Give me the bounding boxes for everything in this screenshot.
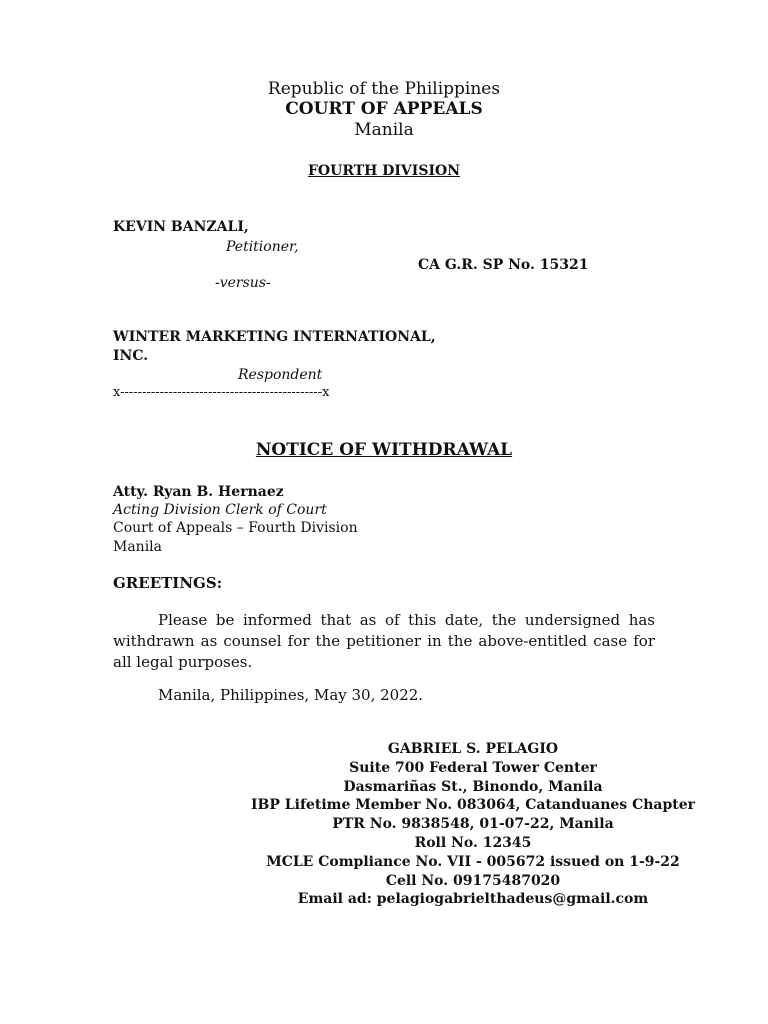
signatory-ptr: PTR No. 9838548, 01-07-22, Manila bbox=[332, 816, 614, 833]
header-city: Manila bbox=[354, 120, 414, 140]
signatory-roll: Roll No. 12345 bbox=[414, 834, 532, 851]
signatory-ibp: IBP Lifetime Member No. 083064, Catanduanes Chapter bbox=[251, 797, 695, 814]
header-court: COURT OF APPEALS bbox=[285, 99, 483, 119]
addressee-name: Atty. Ryan B. Hernaez bbox=[113, 484, 284, 500]
addressee-city: Manila bbox=[113, 539, 162, 555]
signatory-email: Email ad: pelagiogabrielthadeus@gmail.com bbox=[297, 891, 649, 908]
versus-label: -versus- bbox=[215, 275, 271, 291]
respondent-role: Respondent bbox=[238, 367, 323, 383]
signatory-name: GABRIEL S. PELAGIO bbox=[387, 741, 559, 757]
signature-block bbox=[248, 740, 698, 909]
signatory-mcle: MCLE Compliance No. VII - 005672 issued on 1-9-22 bbox=[266, 853, 680, 870]
signatory-address-line2: Dasmariñas St., Binondo, Manila bbox=[343, 778, 603, 795]
case-number: CA G.R. SP No. 15321 bbox=[418, 257, 589, 273]
addressee-office: Court of Appeals – Fourth Division bbox=[113, 520, 358, 536]
respondent-name-line1: WINTER MARKETING INTERNATIONAL, bbox=[113, 329, 436, 345]
signatory-address-line1: Suite 700 Federal Tower Center bbox=[349, 759, 597, 776]
greeting: GREETINGS: bbox=[113, 574, 223, 592]
petitioner-name: KEVIN BANZALI, bbox=[113, 219, 249, 235]
petitioner-role: Petitioner, bbox=[226, 239, 299, 255]
addressee-position: Acting Division Clerk of Court bbox=[113, 502, 327, 518]
notice-title: NOTICE OF WITHDRAWAL bbox=[255, 440, 513, 460]
date-line: Manila, Philippines, May 30, 2022. bbox=[158, 686, 424, 704]
signatory-cell: Cell No. 09175487020 bbox=[385, 872, 561, 889]
respondent-name-line2: INC. bbox=[113, 348, 149, 364]
header-republic: Republic of the Philippines bbox=[267, 79, 501, 99]
caption-separator: x----------------------------------------------x bbox=[113, 385, 330, 400]
body-paragraph: Please be informed that as of this date, the undersigned has withdrawn as counsel for the petitioner in the above-entitled case for all legal purposes. bbox=[113, 611, 655, 671]
division-title: FOURTH DIVISION bbox=[307, 163, 460, 179]
